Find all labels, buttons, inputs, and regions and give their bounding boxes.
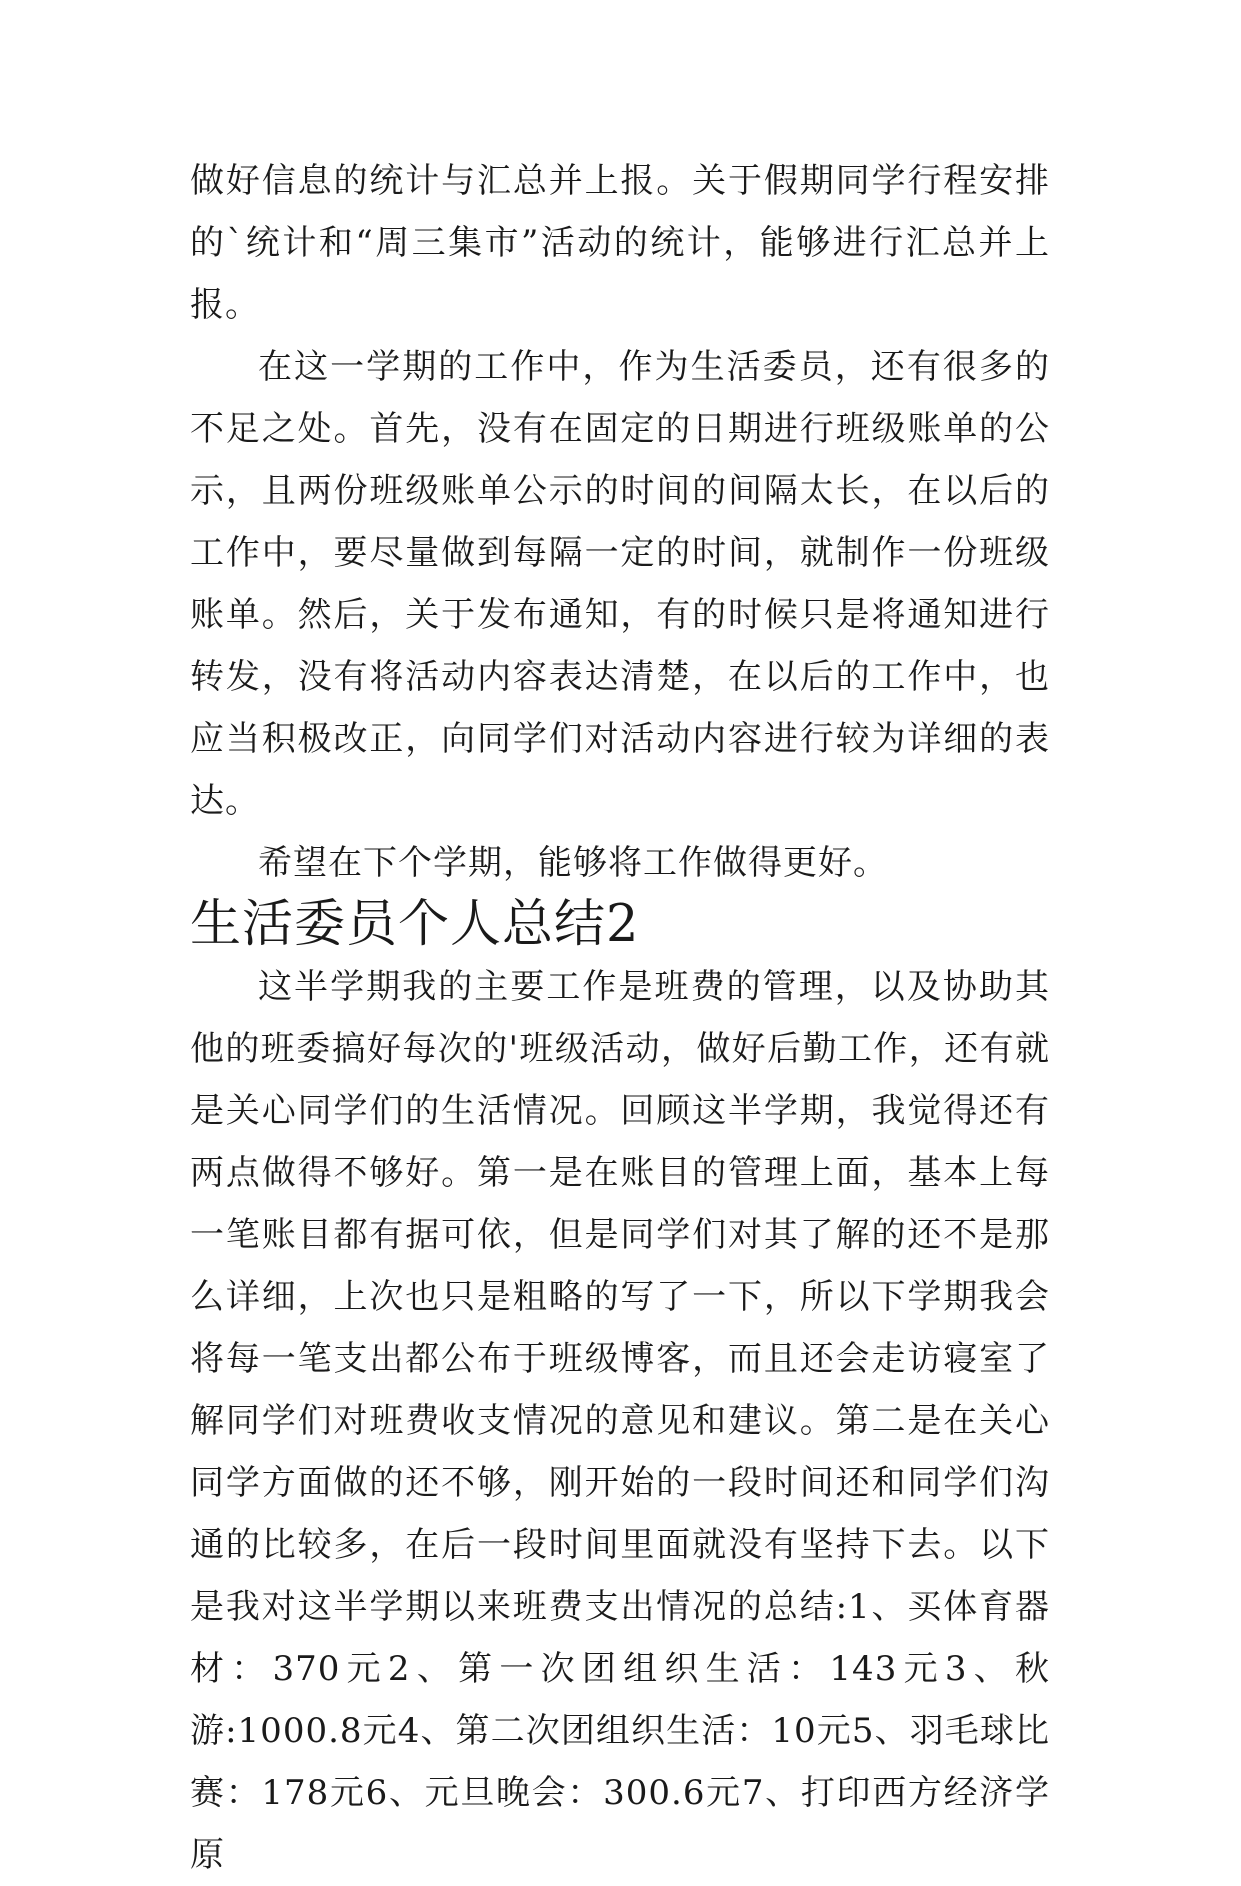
document-body [190, 150, 1050, 1886]
paragraph-3: 希望在下个学期，能够将工作做得更好。 [258, 843, 888, 883]
section-heading: 生活委员个人总结2 [190, 895, 640, 954]
paragraph-4: 这半学期我的主要工作是班费的管理，以及协助其他的班委搞好每次的'班级活动，做好后勤工作，还有就是关心同学们的生活情况。回顾这半学期，我觉得还有两点做得不够好。第一是在账目的管理上面，基本上每一笔账目都有据可依，但是同学们对其了解的还不是那么详细，上次也只是粗略的写了一下，所以下学期我会将每一笔支出都公布于班级博客，而且还会走访寝室了解同学们对班费收支情况的意见和建议。第二是在关心同学方面做的还不够，刚开始的一段时间还和同学们沟通的比较多，在后一段时间里面就没有坚持下去。以下是我对这半学期以来班费支出情况的总结:1、买体育器材：370元2、第一次团组织生活：143元3、秋游:1000.8元4、第二次团组织生活：10元5、羽毛球比赛：178元6、元旦晚会：300.6元7、打印西方经济学原 [190, 967, 1050, 1875]
paragraph-2: 在这一学期的工作中，作为生活委员，还有很多的不足之处。首先，没有在固定的日期进行班级账单的公示，且两份班级账单公示的时间的间隔太长，在以后的工作中，要尽量做到每隔一定的时间，就制作一份班级账单。然后，关于发布通知，有的时候只是将通知进行转发，没有将活动内容表达清楚，在以后的工作中，也应当积极改正，向同学们对活动内容进行较为详细的表达。 [190, 347, 1050, 821]
paragraph-1: 做好信息的统计与汇总并上报。关于假期同学行程安排的`统计和“周三集市”活动的统计，能够进行汇总并上报。 [190, 161, 1050, 325]
